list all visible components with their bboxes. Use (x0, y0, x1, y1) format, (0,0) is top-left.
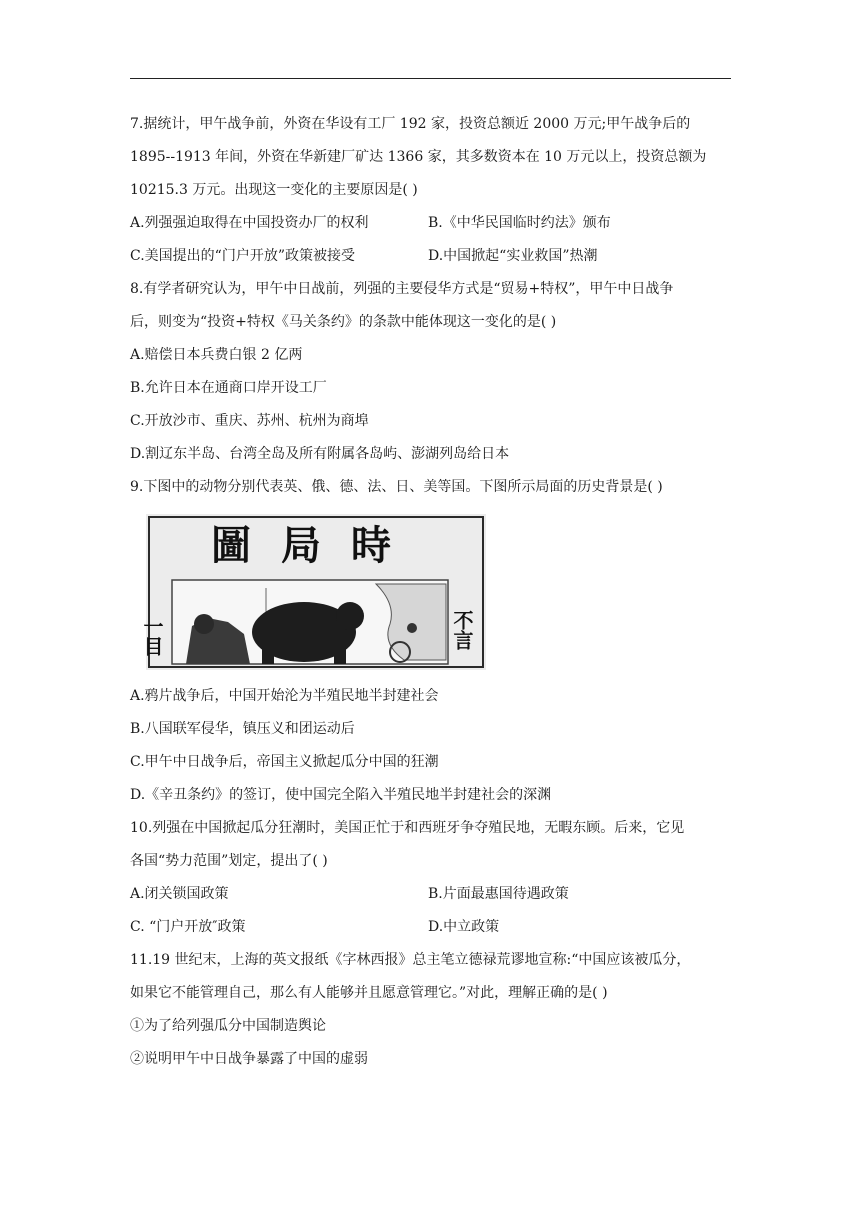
document-body (130, 108, 731, 1076)
question-10-options-row-2 (130, 911, 731, 944)
question-7-stem-line-3: 10215.3 万元。出现这一变化的主要原因是( ) (130, 182, 418, 198)
question-7-options-row-2 (130, 240, 731, 273)
question-8 (130, 273, 731, 471)
question-10-stem-line-2: 各国“势力范围”划定，提出了( ) (130, 853, 328, 869)
question-11-statement-1: ①为了给列强瓜分中国制造舆论 (130, 1018, 326, 1034)
header-rule (130, 78, 731, 79)
cartoon-right-caption: 不言 (450, 610, 474, 650)
question-10-option-b: B.片面最惠国待遇政策 (428, 886, 569, 902)
question-9-option-b: B.八国联军侵华，镇压义和团运动后 (130, 721, 355, 737)
question-8-stem-line-2: 后，则变为“投资+特权《马关条约》的条款中能体现这一变化的是( ) (130, 314, 557, 330)
question-7 (130, 108, 731, 273)
question-11-stem-line-1: 11.19 世纪末，上海的英文报纸《字林西报》总主笔立德禄荒谬地宣称:“中国应该被瓜分， (130, 952, 691, 968)
question-7-option-d: D.中国掀起“实业救国”热潮 (428, 248, 598, 264)
question-8-option-b: B.允许日本在通商口岸开设工厂 (130, 380, 327, 396)
question-9-option-d: D.《辛丑条约》的签订，使中国完全陷入半殖民地半封建社会的深渊 (130, 787, 552, 803)
question-9-stem-line-1: 9.下图中的动物分别代表英、俄、德、法、日、美等国。下图所示局面的历史背景是( ) (130, 479, 663, 495)
cartoon-left-caption: 一目 (140, 616, 164, 656)
cartoon-title: 圖局時 (211, 522, 421, 569)
question-9-cartoon (140, 514, 486, 670)
question-10-option-d: D.中立政策 (428, 919, 500, 935)
question-7-option-b: B.《中华民国临时约法》颁布 (428, 215, 611, 231)
question-10 (130, 812, 731, 944)
question-10-option-c: C. “门户开放″政策 (130, 919, 246, 935)
question-8-option-d: D.割辽东半岛、台湾全岛及所有附属各岛屿、澎湖列岛给日本 (130, 446, 510, 462)
question-7-option-a: A.列强强迫取得在中国投资办厂的权利 (130, 215, 369, 231)
question-7-stem-line-2: 1895--1913 年间，外资在华新建厂矿达 1366 家，其多数资本在 10 万元以上，投资总额为 (130, 149, 707, 165)
question-9-option-a: A.鸦片战争后，中国开始沦为半殖民地半封建社会 (130, 688, 439, 704)
question-7-stem-line-1: 7.据统计，甲午战争前，外资在华设有工厂 192 家，投资总额近 2000 万元;甲午战争后的 (130, 116, 691, 132)
question-8-option-a: A.赔偿日本兵费白银 2 亿两 (130, 347, 303, 363)
question-7-option-c: C.美国提出的“门户开放”政策被接受 (130, 248, 355, 264)
question-11 (130, 944, 731, 1076)
question-8-stem-line-1: 8.有学者研究认为，甲午中日战前，列强的主要侵华方式是“贸易+特权”，甲午中日战争 (130, 281, 674, 297)
cartoon-illustration (140, 514, 486, 670)
question-11-stem-line-2: 如果它不能管理自己，那么有人能够并且愿意管理它。”对此，理解正确的是( ) (130, 985, 608, 1001)
question-10-stem-line-1: 10.列强在中国掀起瓜分狂潮时，美国正忙于和西班牙争夺殖民地，无暇东顾。后来，它见 (130, 820, 685, 836)
bear-head (336, 602, 364, 630)
question-8-option-c: C.开放沙市、重庆、苏州、杭州为商埠 (130, 413, 369, 429)
question-11-statement-2: ②说明甲午中日战争暴露了中国的虚弱 (130, 1051, 368, 1067)
question-10-option-a: A.闭关锁国政策 (130, 886, 229, 902)
question-9 (130, 471, 731, 812)
question-10-options-row-1 (130, 878, 731, 911)
question-9-option-c: C.甲午中日战争后，帝国主义掀起瓜分中国的狂潮 (130, 754, 439, 770)
question-7-options-row-1 (130, 207, 731, 240)
